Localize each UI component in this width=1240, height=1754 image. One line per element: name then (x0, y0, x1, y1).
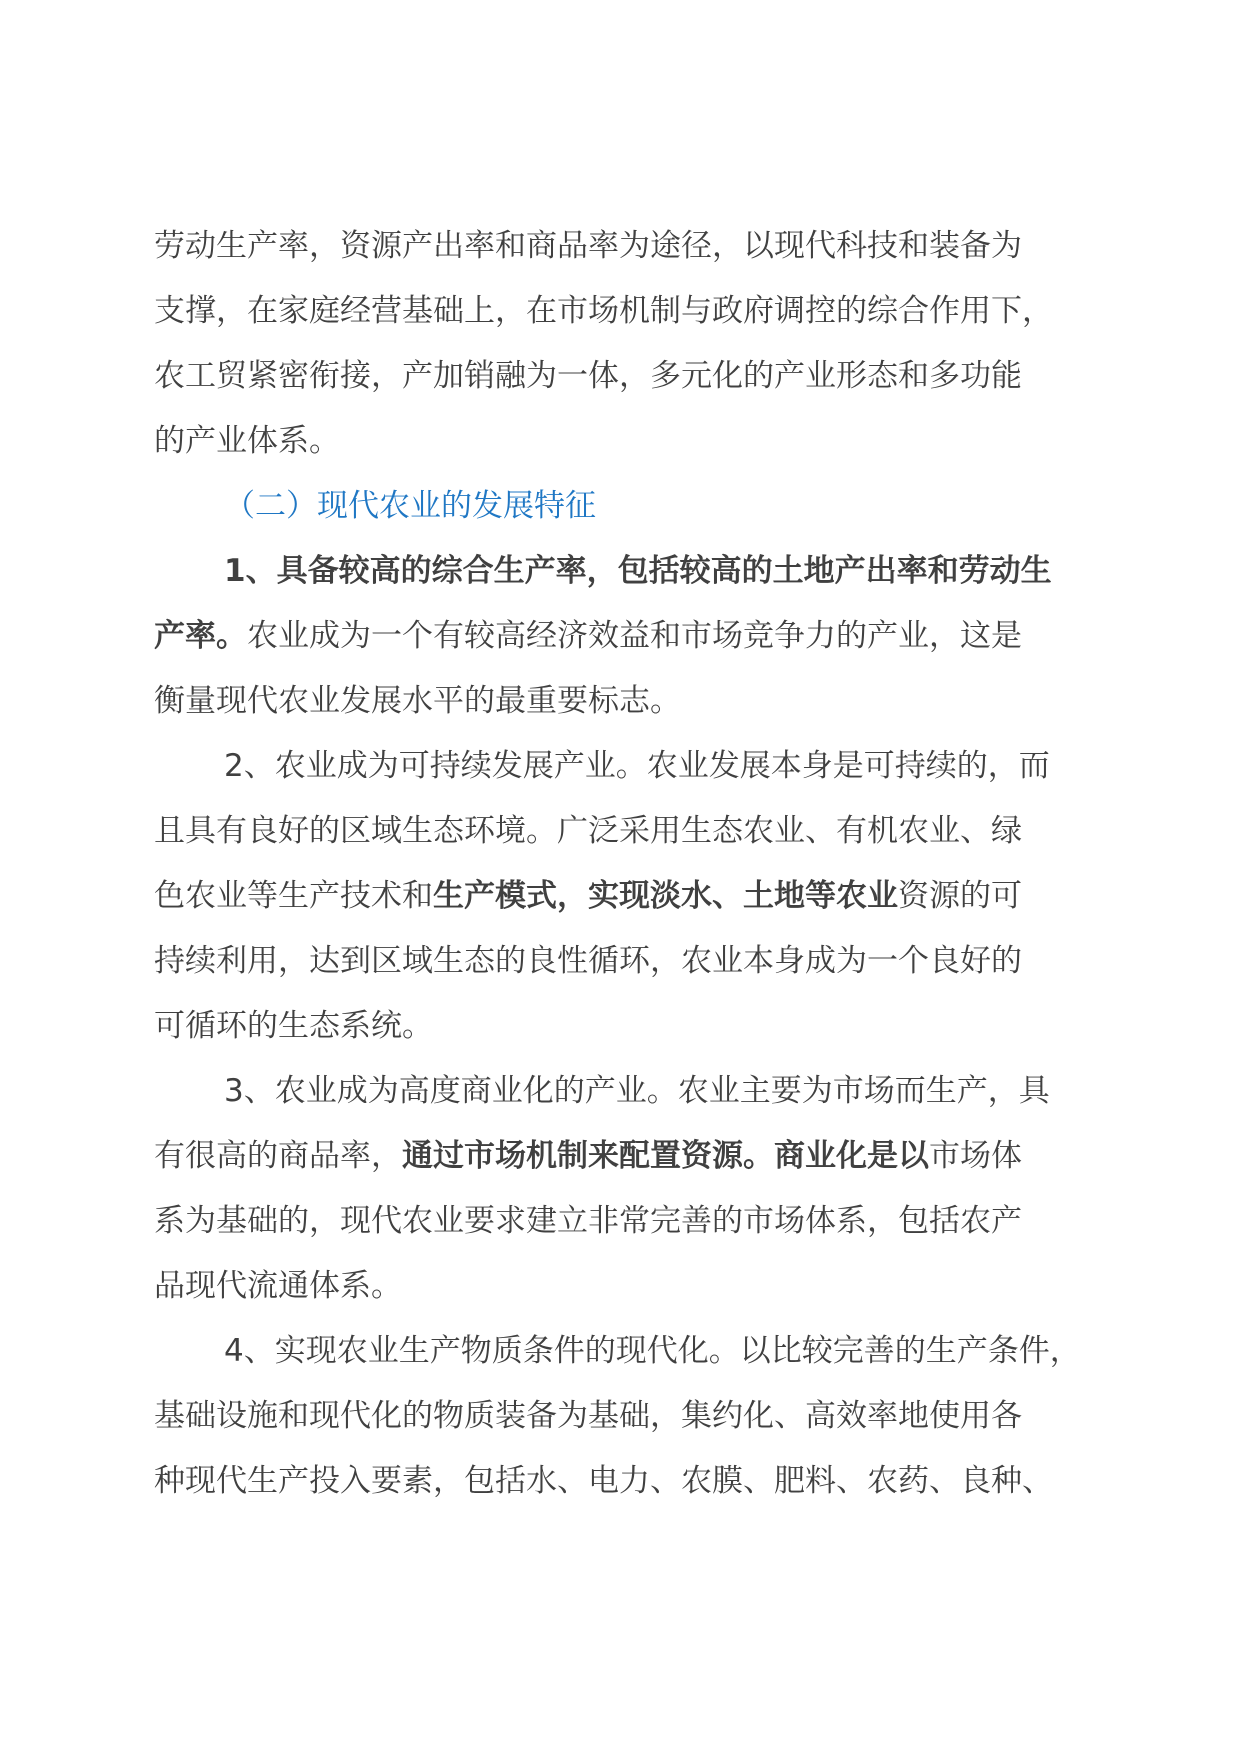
item3-line-4: 品现代流通体系。 (154, 1268, 402, 1304)
item3-line-2-bold: 通过市场机制来配置资源。商业化是以 (402, 1138, 929, 1174)
item2-line-2: 且具有良好的区域生态环境。广泛采用生态农业、有机农业、绿 (154, 813, 1022, 849)
item1-line-2-bold: 产率。 (154, 618, 247, 654)
item4-line-2: 基础设施和现代化的物质装备为基础，集约化、高效率地使用各 (154, 1398, 1022, 1434)
item3-line-2 (154, 1124, 1114, 1189)
item2-line-5: 可循环的生态系统。 (154, 1008, 433, 1044)
item1-line-1 (154, 539, 1114, 604)
section-heading: （二）现代农业的发展特征 (224, 488, 596, 524)
item3-line-3: 系为基础的，现代农业要求建立非常完善的市场体系，包括农产 (154, 1203, 1022, 1239)
intro-line-3: 农工贸紧密衔接，产加销融为一体，多元化的产业形态和多功能 (154, 358, 1022, 394)
item2-line-3 (154, 864, 1114, 929)
intro-line-4: 的产业体系。 (154, 423, 340, 459)
intro-line-2: 支撑，在家庭经营基础上，在市场机制与政府调控的综合作用下， (154, 293, 1053, 329)
document-body (154, 214, 1114, 1514)
intro-line-1: 劳动生产率，资源产出率和商品率为途径，以现代科技和装备为 (154, 228, 1022, 264)
item2-line-1: 2、农业成为可持续发展产业。农业发展本身是可持续的，而 (224, 748, 1050, 784)
item3-line-2-post: 市场体 (929, 1138, 1022, 1174)
item1-line-2 (154, 604, 1114, 669)
item3-line-2-pre: 有很高的商品率， (154, 1138, 402, 1174)
item1-line-1-bold: 1、具备较高的综合生产率，包括较高的土地产出率和劳动生 (224, 553, 1052, 589)
item3-line-1: 3、农业成为高度商业化的产业。农业主要为市场而生产，具 (224, 1073, 1050, 1109)
item2-line-3-pre: 色农业等生产技术和 (154, 878, 433, 914)
item4-line-3: 种现代生产投入要素，包括水、电力、农膜、肥料、农药、良种、 (154, 1463, 1053, 1499)
item1-line-3: 衡量现代农业发展水平的最重要标志。 (154, 683, 681, 719)
item2-line-4: 持续利用，达到区域生态的良性循环，农业本身成为一个良好的 (154, 943, 1022, 979)
item2-line-3-post: 资源的可 (898, 878, 1022, 914)
item4-line-1: 4、实现农业生产物质条件的现代化。以比较完善的生产条件， (224, 1333, 1081, 1369)
item2-line-3-bold: 生产模式，实现淡水、土地等农业 (433, 878, 898, 914)
item1-line-2-rest: 农业成为一个有较高经济效益和市场竞争力的产业，这是 (247, 618, 1022, 654)
